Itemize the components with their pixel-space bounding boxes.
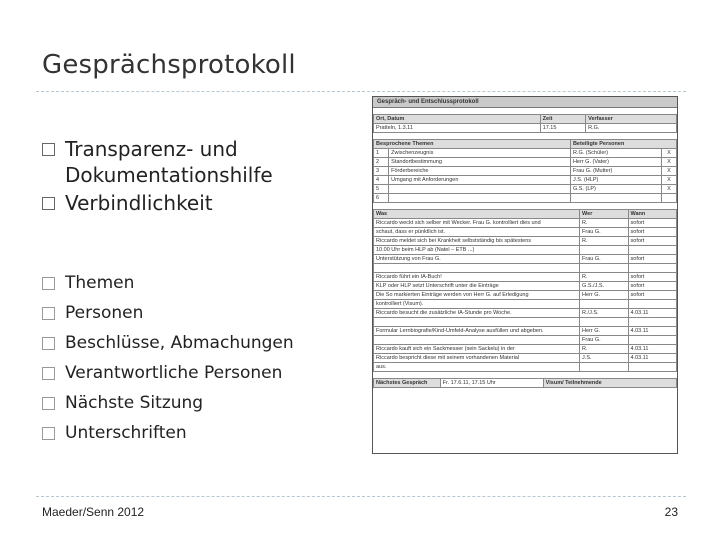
main-bullet-list <box>42 137 362 215</box>
action-row <box>374 246 677 255</box>
action-what-cell: Riccardo bespricht diese mit seinem vorhandenen Material <box>374 354 580 363</box>
checkbox-bullet-icon <box>42 337 55 350</box>
action-when-cell: 4.03.11 <box>628 354 676 363</box>
topic-row <box>374 194 677 203</box>
meta-header: Zeit <box>540 115 585 124</box>
topic-person-cell: R.G. (Schüler) <box>570 149 661 158</box>
persons-header: Beteiligte Personen <box>570 140 676 149</box>
action-who-cell <box>580 246 628 255</box>
action-who-cell: R. <box>580 219 628 228</box>
topic-row <box>374 176 677 185</box>
action-what-cell: Riccardo besucht die zusätzliche IA-Stunde pro Woche. <box>374 309 580 318</box>
action-row <box>374 282 677 291</box>
action-who-cell: R. <box>580 237 628 246</box>
topic-n-cell: 2 <box>374 158 389 167</box>
bullet-text: Transparenz- und <box>65 137 238 161</box>
bullet-text: Beschlüsse, Abmachungen <box>65 333 294 353</box>
action-what-cell <box>374 264 580 273</box>
action-row <box>374 255 677 264</box>
checkbox-bullet-icon <box>42 197 55 210</box>
topic-x-cell: X <box>661 149 676 158</box>
meta-header: Verfasser <box>586 115 677 124</box>
topic-n-cell: 6 <box>374 194 389 203</box>
action-what-cell: 10.00 Uhr beim HLP ab (Natel – ETB ...) <box>374 246 580 255</box>
action-when-cell <box>628 300 676 309</box>
topic-x-cell: X <box>661 185 676 194</box>
action-who-cell: Herr G. <box>580 327 628 336</box>
topic-topic-cell: Zwischenzeugnis <box>389 149 571 158</box>
sub-bullet-list <box>42 268 294 448</box>
sub-bullet-item <box>42 268 294 298</box>
checkbox-bullet-icon <box>42 427 55 440</box>
action-who-cell: Herr G. <box>580 291 628 300</box>
meta-value: R.G. <box>586 124 677 133</box>
action-what-cell: Unterstützung von Frau G. <box>374 255 580 264</box>
action-what-cell <box>374 336 580 345</box>
protocol-document-image <box>372 96 678 454</box>
action-what-cell: schaut, dass er pünktlich ist. <box>374 228 580 237</box>
topics-header: Besprochene Themen <box>374 140 571 149</box>
action-what-cell: Die So markierten Einträge werden von Herr G. auf Erledigung <box>374 291 580 300</box>
actions-header: Wann <box>628 210 676 219</box>
topic-n-cell: 4 <box>374 176 389 185</box>
action-row <box>374 228 677 237</box>
topic-topic-cell: Standortbestimmung <box>389 158 571 167</box>
meta-value: Pratteln, 1.3.11 <box>374 124 541 133</box>
checkbox-bullet-icon <box>42 367 55 380</box>
action-what-cell: Riccardo kauft sich ein Sackmesser (sein Sackelu) in der <box>374 345 580 354</box>
action-row <box>374 264 677 273</box>
topic-row <box>374 185 677 194</box>
topic-person-cell: J.S. (HLP) <box>570 176 661 185</box>
topic-n-cell: 3 <box>374 167 389 176</box>
action-who-cell: R./J.S. <box>580 309 628 318</box>
sub-bullet-item <box>42 418 294 448</box>
actions-table <box>373 209 677 372</box>
main-bullet-item <box>42 191 362 215</box>
action-what-cell: Riccardo weckt sich selber mit Wecker. Frau G. kontrolliert dies und <box>374 219 580 228</box>
main-bullet-item <box>42 137 362 161</box>
action-when-cell: 4.03.11 <box>628 327 676 336</box>
actions-header: Wer <box>580 210 628 219</box>
title-divider <box>36 91 686 92</box>
topic-person-cell: Herr G. (Vater) <box>570 158 661 167</box>
meta-table <box>373 114 677 133</box>
action-what-cell: KLP oder HLP setzt Unterschrift unter die Einträge <box>374 282 580 291</box>
action-who-cell: R. <box>580 273 628 282</box>
footer-author: Maeder/Senn 2012 <box>42 505 145 519</box>
topic-row <box>374 158 677 167</box>
topic-n-cell: 5 <box>374 185 389 194</box>
topic-topic-cell: Förderbereiche <box>389 167 571 176</box>
footer-divider <box>36 496 686 497</box>
action-when-cell <box>628 363 676 372</box>
document-title: Gespräch- und Entschlussprotokoll <box>373 97 677 108</box>
topic-topic-cell <box>389 194 571 203</box>
meta-value: 17.15 <box>540 124 585 133</box>
action-who-cell: R. <box>580 345 628 354</box>
action-row <box>374 318 677 327</box>
topic-person-cell <box>570 194 661 203</box>
topic-x-cell <box>661 194 676 203</box>
action-when-cell: sofort <box>628 237 676 246</box>
bullet-text: Themen <box>65 273 135 293</box>
action-when-cell: 4.03.11 <box>628 345 676 354</box>
topic-row <box>374 167 677 176</box>
action-who-cell: Frau G. <box>580 228 628 237</box>
sub-bullet-item <box>42 328 294 358</box>
sub-bullet-item <box>42 298 294 328</box>
next-meeting-value: Fr. 17.6.11, 17.15 Uhr <box>440 379 543 388</box>
action-when-cell: 4.03.11 <box>628 309 676 318</box>
topic-topic-cell <box>389 185 571 194</box>
action-row <box>374 309 677 318</box>
checkbox-bullet-icon <box>42 143 55 156</box>
action-row <box>374 327 677 336</box>
signature-label: Visum/ Teilnehmende <box>543 379 676 388</box>
action-who-cell <box>580 264 628 273</box>
topic-person-cell: Frau G. (Mutter) <box>570 167 661 176</box>
sub-bullet-item <box>42 358 294 388</box>
checkbox-bullet-icon <box>42 307 55 320</box>
next-meeting-label: Nächstes Gespräch <box>374 379 441 388</box>
action-row <box>374 336 677 345</box>
action-when-cell: sofort <box>628 282 676 291</box>
action-when-cell <box>628 246 676 255</box>
action-who-cell: Frau G. <box>580 255 628 264</box>
page-number: 23 <box>664 505 678 519</box>
action-what-cell: Riccardo führt ein IA-Buch! <box>374 273 580 282</box>
action-what-cell: kontrolliert (Visum). <box>374 300 580 309</box>
action-who-cell: G.S./J.S. <box>580 282 628 291</box>
checkbox-bullet-icon <box>42 397 55 410</box>
action-row <box>374 273 677 282</box>
action-when-cell: sofort <box>628 291 676 300</box>
bullet-text: Verantwortliche Personen <box>65 363 283 383</box>
topic-n-cell: 1 <box>374 149 389 158</box>
action-when-cell <box>628 336 676 345</box>
action-when-cell: sofort <box>628 273 676 282</box>
checkbox-bullet-icon <box>42 277 55 290</box>
action-when-cell <box>628 318 676 327</box>
action-who-cell <box>580 300 628 309</box>
bullet-text: Verbindlichkeit <box>65 191 213 215</box>
action-what-cell: Formular Lernbiografie/Kind-Umfeld-Analyse ausfüllen und abgeben. <box>374 327 580 336</box>
action-what-cell: Riccardo meldet sich bei Krankheit selbstständig bis spätestens <box>374 237 580 246</box>
topics-table <box>373 139 677 203</box>
action-row <box>374 237 677 246</box>
topic-x-cell: X <box>661 158 676 167</box>
bullet-text: Personen <box>65 303 144 323</box>
action-who-cell <box>580 363 628 372</box>
action-when-cell: sofort <box>628 255 676 264</box>
actions-header: Was <box>374 210 580 219</box>
topic-person-cell: G.S. (LP) <box>570 185 661 194</box>
action-when-cell: sofort <box>628 219 676 228</box>
topic-topic-cell: Umgang mit Anforderungen <box>389 176 571 185</box>
action-who-cell: J.S. <box>580 354 628 363</box>
action-row <box>374 300 677 309</box>
action-row <box>374 363 677 372</box>
bullet-text: Nächste Sitzung <box>65 393 204 413</box>
action-row <box>374 219 677 228</box>
action-row <box>374 291 677 300</box>
action-what-cell <box>374 318 580 327</box>
meta-header: Ort, Datum <box>374 115 541 124</box>
next-meeting-table <box>373 378 677 388</box>
topic-row <box>374 149 677 158</box>
action-what-cell: aus. <box>374 363 580 372</box>
bullet-continuation: Dokumentationshilfe <box>65 163 273 187</box>
action-who-cell: Frau G. <box>580 336 628 345</box>
bullet-text: Unterschriften <box>65 423 187 443</box>
action-who-cell <box>580 318 628 327</box>
slide-title: Gesprächsprotokoll <box>42 50 296 80</box>
action-when-cell <box>628 264 676 273</box>
action-when-cell: sofort <box>628 228 676 237</box>
topic-x-cell: X <box>661 167 676 176</box>
sub-bullet-item <box>42 388 294 418</box>
action-row <box>374 354 677 363</box>
topic-x-cell: X <box>661 176 676 185</box>
action-row <box>374 345 677 354</box>
